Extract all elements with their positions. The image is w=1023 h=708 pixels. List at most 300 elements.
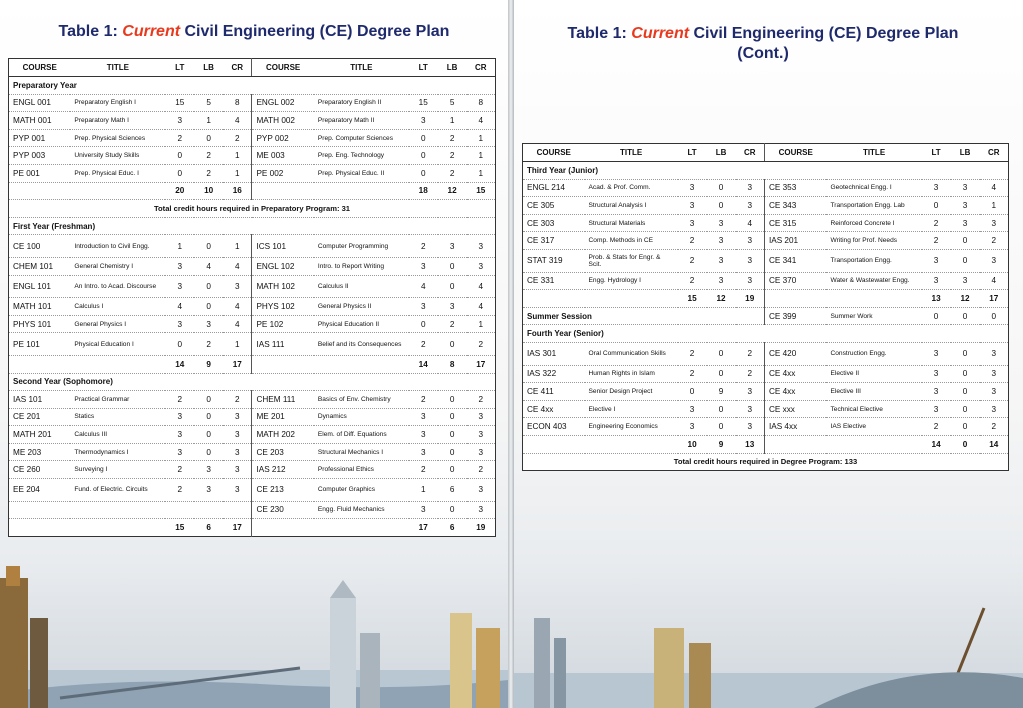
right-page [514,0,1023,708]
course-code: CE xxx [764,400,826,418]
course-row [9,479,496,502]
lecture-hours: 2 [165,129,194,147]
lecture-hours: 3 [678,400,707,418]
credit-hours: 4 [467,112,496,130]
credit-hours: 3 [980,342,1009,365]
total-credit-hours: Total credit hours required in Degree Program: 133 [523,453,1009,471]
column-header: LT [409,59,438,77]
total-credit-row [523,453,1009,471]
course-row [523,179,1009,197]
course-title: Comp. Methods in CE [585,232,678,250]
column-header: CR [736,144,765,162]
course-row [523,400,1009,418]
lab-hours: 2 [438,147,467,165]
lab-hours [194,501,223,519]
credit-hours: 8 [467,94,496,112]
sum-lab-hours: 6 [194,519,223,537]
course-title: Engg. Hydrology I [585,272,678,290]
right-title [528,24,998,64]
course-code: CE 353 [764,179,826,197]
lab-hours: 0 [438,408,467,426]
sum-credit-hours: 19 [467,519,496,537]
lecture-hours: 3 [922,179,951,197]
lab-hours: 2 [194,147,223,165]
column-header: LB [951,144,980,162]
lecture-hours: 3 [678,197,707,215]
course-title: Physical Education I [70,333,165,356]
section-name: Summer Session [523,307,765,325]
course-code: CE 203 [252,443,314,461]
lecture-hours: 0 [165,147,194,165]
section-name: Preparatory Year [9,77,496,95]
sum-spacer [9,355,166,373]
credit-hours: 3 [736,400,765,418]
course-code: STAT 319 [523,249,585,272]
course-title: Transportation Engg. Lab [826,197,921,215]
course-code: IAS 212 [252,461,314,479]
sum-lab-hours: 6 [438,519,467,537]
course-code: MATH 202 [252,426,314,444]
credit-hours: 3 [223,426,252,444]
course-code: CE 4xx [523,400,585,418]
sum-spacer [523,290,678,308]
lecture-hours: 3 [165,112,194,130]
column-header: COURSE [523,144,585,162]
lecture-hours: 3 [922,342,951,365]
course-row [9,426,496,444]
credit-hours: 3 [467,235,496,258]
column-header: TITLE [585,144,678,162]
course-title: Engg. Fluid Mechanics [314,501,409,519]
lab-hours: 0 [707,418,736,436]
lab-hours: 3 [951,272,980,290]
course-code: CHEM 111 [252,391,314,409]
lab-hours: 2 [194,164,223,182]
course-title: General Physics II [314,298,409,316]
lab-hours: 3 [438,235,467,258]
lab-hours: 3 [707,214,736,232]
sum-lab-hours: 12 [438,182,467,200]
course-code: ICS 101 [252,235,314,258]
credit-hours: 1 [467,129,496,147]
course-row [9,164,496,182]
course-row [9,257,496,275]
credit-hours: 2 [736,365,765,383]
credit-hours: 0 [980,307,1009,325]
credit-hours: 3 [980,249,1009,272]
lecture-hours: 0 [409,315,438,333]
column-header: LB [438,59,467,77]
credit-hours: 3 [736,383,765,401]
course-code: CE 315 [764,214,826,232]
course-title: Structural Materials [585,214,678,232]
sum-spacer [9,519,166,537]
lecture-hours: 3 [165,443,194,461]
credit-hours: 3 [223,408,252,426]
course-code: MATH 002 [252,112,314,130]
credit-hours: 3 [467,257,496,275]
course-title: Transportation Engg. [826,249,921,272]
course-title: Belief and its Consequences [314,333,409,356]
course-title: Construction Engg. [826,342,921,365]
course-title: Thermodynamics I [70,443,165,461]
lecture-hours: 0 [165,333,194,356]
course-title: IAS Elective [826,418,921,436]
course-row [9,315,496,333]
left-degree-plan-table [8,58,496,537]
course-code [9,501,71,519]
course-code: CE 305 [523,197,585,215]
total-credit-hours: Total credit hours required in Preparatory Program: 31 [9,200,496,218]
lab-hours: 3 [194,461,223,479]
left-page [0,0,508,708]
course-title: Senior Design Project [585,383,678,401]
credit-hours [223,501,252,519]
lecture-hours: 3 [409,426,438,444]
sum-spacer [252,519,409,537]
course-code: MATH 201 [9,426,71,444]
course-code: CE 370 [764,272,826,290]
course-code: ME 003 [252,147,314,165]
lecture-hours: 2 [409,461,438,479]
lab-hours: 0 [707,365,736,383]
left-title-emphasis: Current [122,23,181,40]
course-title: Preparatory English II [314,94,409,112]
course-title: Intro. to Report Writing [314,257,409,275]
sum-credit-hours: 17 [223,355,252,373]
lab-hours: 0 [438,391,467,409]
sum-lecture-hours: 14 [165,355,194,373]
course-title: University Study Skills [70,147,165,165]
course-code: CE 213 [252,479,314,502]
course-code: ENGL 214 [523,179,585,197]
lecture-hours: 3 [922,400,951,418]
course-code: CE 411 [523,383,585,401]
course-code: PHYS 102 [252,298,314,316]
sum-lab-hours: 9 [194,355,223,373]
course-code: IAS 101 [9,391,71,409]
lab-hours: 2 [438,315,467,333]
lecture-hours: 3 [165,426,194,444]
semester-sum-row [523,290,1009,308]
sum-credit-hours: 17 [980,290,1009,308]
course-title: Engineering Economics [585,418,678,436]
credit-hours: 3 [980,214,1009,232]
credit-hours: 2 [980,232,1009,250]
lab-hours: 0 [194,391,223,409]
lecture-hours: 3 [922,383,951,401]
credit-hours: 1 [467,315,496,333]
lecture-hours: 4 [165,298,194,316]
column-header: CR [223,59,252,77]
course-row [9,298,496,316]
course-code: PE 102 [252,315,314,333]
course-title: Statics [70,408,165,426]
course-title [70,501,165,519]
section-header-row [9,373,496,391]
lab-hours: 0 [707,400,736,418]
credit-hours: 3 [467,443,496,461]
section-name: Second Year (Sophomore) [9,373,496,391]
lecture-hours: 0 [678,383,707,401]
section-header-row [9,217,496,235]
lecture-hours: 0 [922,307,951,325]
lecture-hours: 3 [409,501,438,519]
course-title: Acad. & Prof. Comm. [585,179,678,197]
semester-sum-row [9,182,496,200]
lab-hours: 3 [438,298,467,316]
lecture-hours: 2 [165,391,194,409]
lecture-hours: 3 [678,418,707,436]
lab-hours: 3 [707,249,736,272]
course-title: Prep. Physical Educ. II [314,164,409,182]
lecture-hours: 0 [409,129,438,147]
lab-hours: 0 [951,342,980,365]
course-row [9,391,496,409]
credit-hours: 4 [980,179,1009,197]
lecture-hours: 3 [678,214,707,232]
course-title: Summer Work [826,307,921,325]
right-skyline-image [514,598,1023,708]
course-title: Oral Communication Skills [585,342,678,365]
credit-hours: 3 [980,400,1009,418]
lab-hours: 0 [194,275,223,298]
course-code: EE 204 [9,479,71,502]
course-title: Structural Mechanics I [314,443,409,461]
lab-hours: 1 [438,112,467,130]
total-credit-row [9,200,496,218]
sum-lecture-hours: 14 [922,435,951,453]
credit-hours: 4 [223,315,252,333]
course-title: Preparatory Math I [70,112,165,130]
lab-hours: 0 [951,383,980,401]
credit-hours: 2 [736,342,765,365]
course-code: ENGL 002 [252,94,314,112]
lab-hours: 3 [194,479,223,502]
header-row [9,59,496,77]
lecture-hours: 0 [922,197,951,215]
lab-hours: 0 [438,426,467,444]
course-row [523,418,1009,436]
lab-hours: 0 [951,418,980,436]
lab-hours: 0 [194,129,223,147]
lecture-hours: 2 [409,391,438,409]
course-title: General Physics I [70,315,165,333]
lab-hours: 4 [194,257,223,275]
lab-hours: 6 [438,479,467,502]
sum-lab-hours: 12 [707,290,736,308]
sum-spacer [764,290,921,308]
sum-lab-hours: 10 [194,182,223,200]
course-title: Surveying I [70,461,165,479]
course-row [9,333,496,356]
column-header: CR [980,144,1009,162]
lab-hours: 2 [438,129,467,147]
credit-hours: 4 [467,275,496,298]
left-title-rest: Civil Engineering (CE) Degree Plan [180,23,450,40]
lab-hours: 0 [438,443,467,461]
lecture-hours: 3 [165,275,194,298]
lecture-hours: 3 [165,257,194,275]
credit-hours: 2 [467,333,496,356]
left-title-prefix: Table 1: [58,23,123,40]
course-title: General Chemistry I [70,257,165,275]
course-code: PE 001 [9,164,71,182]
right-title-cont: (Cont.) [737,45,789,62]
course-title: Elective II [826,365,921,383]
lab-hours: 2 [438,164,467,182]
course-title: Preparatory English I [70,94,165,112]
sum-lecture-hours: 13 [922,290,951,308]
left-skyline-image [0,558,508,708]
sum-lecture-hours: 15 [165,519,194,537]
column-header: CR [467,59,496,77]
course-code: CHEM 101 [9,257,71,275]
course-code: ME 203 [9,443,71,461]
sum-credit-hours: 19 [736,290,765,308]
credit-hours: 3 [736,418,765,436]
course-title: Physical Education II [314,315,409,333]
sum-lecture-hours: 18 [409,182,438,200]
lecture-hours: 3 [922,365,951,383]
lecture-hours: 0 [165,164,194,182]
credit-hours: 3 [223,443,252,461]
lecture-hours: 2 [922,232,951,250]
course-title: Computer Programming [314,235,409,258]
course-title: Fund. of Electric. Circuits [70,479,165,502]
course-title: Water & Wastewater Engg. [826,272,921,290]
course-row [9,129,496,147]
section-header-row [523,162,1009,180]
credit-hours: 3 [223,479,252,502]
lab-hours: 0 [951,400,980,418]
lab-hours: 0 [707,179,736,197]
course-code: IAS 111 [252,333,314,356]
lab-hours: 0 [707,342,736,365]
lab-hours: 3 [951,197,980,215]
course-title: Technical Elective [826,400,921,418]
course-title: Preparatory Math II [314,112,409,130]
lecture-hours: 2 [922,214,951,232]
course-title: Elem. of Diff. Equations [314,426,409,444]
credit-hours: 2 [980,418,1009,436]
credit-hours: 3 [223,275,252,298]
right-title-prefix: Table 1: [567,25,632,42]
credit-hours: 4 [223,257,252,275]
course-row [9,147,496,165]
lecture-hours: 3 [165,408,194,426]
sum-spacer [9,182,166,200]
right-degree-plan-table [522,143,1009,471]
course-row [9,501,496,519]
lecture-hours: 2 [678,232,707,250]
credit-hours: 2 [223,129,252,147]
course-title: Structural Analysis I [585,197,678,215]
credit-hours: 3 [736,197,765,215]
course-code: CE 4xx [764,365,826,383]
course-title: Human Rights in Islam [585,365,678,383]
course-title: Prep. Eng. Technology [314,147,409,165]
lab-hours: 0 [194,443,223,461]
column-header: TITLE [826,144,921,162]
lecture-hours: 1 [409,479,438,502]
semester-sum-row [523,435,1009,453]
course-code: CE 341 [764,249,826,272]
credit-hours: 1 [980,197,1009,215]
sum-lab-hours: 0 [951,435,980,453]
section-name: Third Year (Junior) [523,162,1009,180]
course-code: MATH 001 [9,112,71,130]
lab-hours: 2 [194,333,223,356]
course-code: PHYS 101 [9,315,71,333]
column-header: LB [194,59,223,77]
course-code: ECON 403 [523,418,585,436]
lab-hours: 0 [438,461,467,479]
credit-hours: 1 [223,235,252,258]
credit-hours: 3 [980,365,1009,383]
sum-lab-hours: 9 [707,435,736,453]
course-row [523,197,1009,215]
course-code: PE 101 [9,333,71,356]
lab-hours: 3 [707,272,736,290]
course-code: ENGL 101 [9,275,71,298]
course-row [9,275,496,298]
course-code: ME 201 [252,408,314,426]
course-title: Geotechnical Engg. I [826,179,921,197]
sum-lecture-hours: 17 [409,519,438,537]
course-row [523,383,1009,401]
column-header: COURSE [252,59,314,77]
course-code: CE 343 [764,197,826,215]
credit-hours: 3 [467,426,496,444]
credit-hours: 1 [467,164,496,182]
lab-hours: 3 [951,214,980,232]
left-title [20,22,488,42]
lab-hours: 0 [951,365,980,383]
credit-hours: 4 [467,298,496,316]
course-code: MATH 102 [252,275,314,298]
course-title: Elective III [826,383,921,401]
credit-hours: 3 [736,272,765,290]
sum-credit-hours: 16 [223,182,252,200]
lecture-hours: 3 [409,408,438,426]
column-header: LT [678,144,707,162]
column-header: TITLE [70,59,165,77]
course-code: CE 201 [9,408,71,426]
lecture-hours: 2 [922,418,951,436]
lecture-hours: 3 [409,298,438,316]
course-code: CE 100 [9,235,71,258]
right-title-emphasis: Current [631,25,690,42]
section-header-row [523,307,1009,325]
course-code: CE 317 [523,232,585,250]
header-row [523,144,1009,162]
course-title: Calculus II [314,275,409,298]
column-header: LT [922,144,951,162]
sum-credit-hours: 17 [467,355,496,373]
course-row [523,272,1009,290]
course-code: IAS 301 [523,342,585,365]
lecture-hours: 3 [922,272,951,290]
course-title: Prep. Physical Educ. I [70,164,165,182]
section-name: Fourth Year (Senior) [523,325,1009,343]
lab-hours: 0 [438,501,467,519]
lab-hours: 0 [951,249,980,272]
course-code: CE 303 [523,214,585,232]
sum-credit-hours: 13 [736,435,765,453]
course-title: Basics of Env. Chemistry [314,391,409,409]
course-code: ENGL 001 [9,94,71,112]
